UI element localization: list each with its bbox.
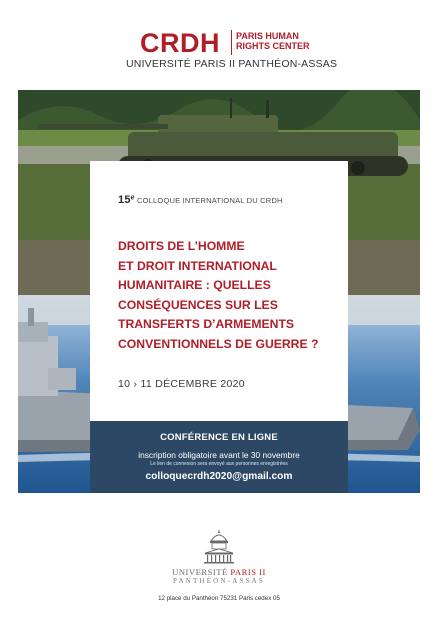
footer-university-name — [0, 567, 438, 577]
edition-suffix: e — [130, 194, 135, 202]
online-conference-panel — [90, 421, 348, 493]
title-line: ET DROIT INTERNATIONAL — [118, 258, 277, 273]
conference-title: CONFÉRENCE EN LIGNE — [160, 432, 278, 443]
logo-center-name — [236, 31, 316, 51]
footer-university-subtitle: PANTHÉON-ASSAS — [173, 577, 265, 585]
crdh-logo-mark: CRDH — [140, 28, 220, 58]
event-panel — [90, 161, 348, 421]
footer-address: 12 place du Panthéon 75231 Paris cedex 05 — [158, 595, 280, 602]
edition-number: 15 — [118, 194, 131, 206]
title-line: DROITS DE L’HOMME — [118, 239, 245, 253]
logo-university-name: UNIVERSITÉ PARIS II PANTHÉON-ASSAS — [126, 58, 338, 70]
footer-university-prefix: UNIVERSITÉ — [172, 567, 228, 577]
registration-deadline: inscription obligatoire avant le 30 novembre — [138, 450, 300, 460]
title-line: CONVENTIONNELS DE GUERRE ? — [118, 336, 319, 351]
colloque-line — [118, 194, 283, 206]
contact-email-link[interactable]: colloquecrdh2020@gmail.com — [145, 471, 293, 482]
pantheon-dome-icon — [201, 527, 237, 565]
crdh-logo — [0, 24, 438, 74]
colloque-label: COLLOQUE INTERNATIONAL DU CRDH — [137, 196, 283, 205]
title-line: CONSÉQUENCES SUR LES — [118, 297, 278, 312]
title-line: TRANSFERTS D’ARMEMENTS — [118, 317, 295, 331]
logo-center-line-1: PARIS HUMAN — [236, 31, 299, 41]
event-dates: 10 › 11 DÉCEMBRE 2020 — [118, 378, 245, 390]
connection-link-note: Le lien de connexion sera envoyé aux personnes enregistrées — [150, 461, 288, 467]
logo-center-line-2: RIGHTS CENTER — [236, 41, 310, 51]
logo-divider — [231, 30, 232, 55]
footer-university-suffix: PARIS II — [230, 567, 266, 577]
title-line: HUMANITAIRE : QUELLES — [118, 278, 271, 292]
event-title — [118, 237, 340, 354]
